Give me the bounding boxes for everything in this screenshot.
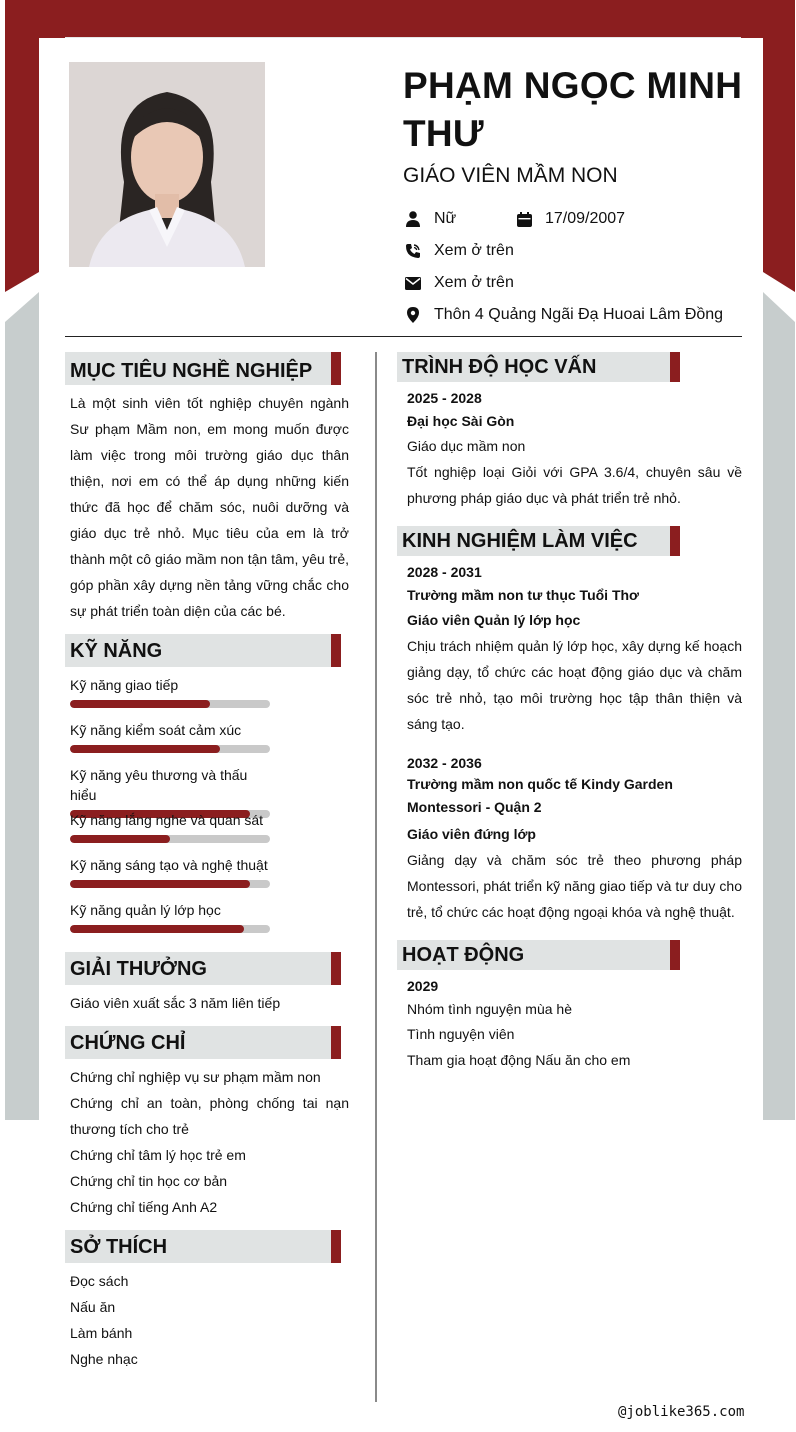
awards-title: GIẢI THƯỞNG	[70, 958, 207, 980]
skill-label: Kỹ năng sáng tạo và nghệ thuật	[70, 857, 268, 873]
activity-period: 2029	[407, 978, 439, 994]
heading-accent	[331, 952, 341, 985]
skill-bar-fill	[70, 700, 210, 708]
certificates-heading	[65, 1026, 341, 1059]
gender-row	[403, 209, 456, 229]
skill-label: Kỹ năng kiểm soát cảm xúc	[70, 722, 242, 738]
experience-period: 2032 - 2036	[407, 755, 482, 771]
phone-value: Xem ở trên	[434, 242, 514, 259]
skill-label: Kỹ năng quản lý lớp học	[70, 902, 221, 918]
portrait-image	[69, 62, 265, 267]
skill-bar	[70, 700, 270, 708]
heading-accent	[331, 634, 341, 667]
address-row	[403, 305, 723, 325]
skill-bar-fill	[70, 880, 250, 888]
skill-bar	[70, 745, 270, 753]
experience-role: Giáo viên Quản lý lớp học	[407, 612, 581, 628]
calendar-icon	[514, 209, 534, 229]
hobbies-heading	[65, 1230, 341, 1263]
gender-value: Nữ	[434, 210, 457, 227]
hobby-item: Làm bánh	[70, 1325, 133, 1341]
heading-accent	[331, 1026, 341, 1059]
skills-heading	[65, 634, 341, 667]
hobby-item: Nghe nhạc	[70, 1351, 138, 1367]
activity-role: Tình nguyện viên	[407, 1026, 515, 1042]
column-divider	[375, 352, 377, 1402]
education-period: 2025 - 2028	[407, 390, 482, 406]
certificate-item: Chứng chỉ tin học cơ bản	[70, 1173, 228, 1189]
skill-item	[70, 900, 270, 933]
experience-desc: Giảng dạy và chăm sóc trẻ theo phương pháp Montessori, phát triển kỹ năng giao tiếp và tư duy cho trẻ, tổ chức các hoạt động ngoại khóa và nghệ thuật.	[407, 852, 742, 920]
phone-row	[403, 241, 514, 261]
skill-bar-fill	[70, 925, 244, 933]
skill-item	[70, 855, 270, 888]
email-value: Xem ở trên	[434, 274, 514, 291]
hobbies-title: SỞ THÍCH	[70, 1236, 168, 1258]
hobby-item: Nấu ăn	[70, 1299, 116, 1315]
awards-heading	[65, 952, 341, 985]
certificate-item: Chứng chỉ nghiệp vụ sư phạm mầm non	[70, 1069, 321, 1085]
activities-title: HOẠT ĐỘNG	[402, 944, 525, 966]
activities-heading	[397, 940, 680, 970]
certificate-item: Chứng chỉ tiếng Anh A2	[70, 1199, 218, 1215]
education-title: TRÌNH ĐỘ HỌC VẤN	[402, 356, 597, 378]
education-school: Đại học Sài Gòn	[407, 413, 515, 429]
certificates-title: CHỨNG CHỈ	[70, 1032, 186, 1054]
skill-bar-fill	[70, 745, 220, 753]
experience-role: Giáo viên đứng lớp	[407, 826, 536, 842]
heading-accent	[670, 526, 680, 556]
skill-label: Kỹ năng giao tiếp	[70, 677, 179, 693]
hobby-item: Đọc sách	[70, 1273, 129, 1289]
skill-item	[70, 720, 270, 753]
skill-bar	[70, 880, 270, 888]
job-title: GIÁO VIÊN MẦM NON	[403, 164, 618, 187]
envelope-icon	[403, 273, 423, 293]
address-value: Thôn 4 Quảng Ngãi Đạ Huoai Lâm Đồng	[434, 306, 724, 323]
watermark: @joblike365.com	[618, 1404, 745, 1420]
certificate-item: Chứng chỉ tâm lý học trẻ em	[70, 1147, 246, 1163]
heading-accent	[670, 940, 680, 970]
header-divider	[65, 336, 742, 337]
skill-label: Kỹ năng lắng nghe và quan sát	[70, 812, 264, 828]
skill-item	[70, 810, 270, 843]
heading-accent	[331, 352, 341, 385]
experience-company: Trường mầm non quốc tế Kindy Garden Montessori - Quận 2	[407, 776, 673, 815]
email-row	[403, 273, 514, 293]
skill-bar	[70, 925, 270, 933]
heading-accent	[331, 1230, 341, 1263]
activity-desc: Tham gia hoạt động Nấu ăn cho em	[407, 1052, 631, 1068]
location-pin-icon	[403, 305, 423, 325]
top-rule	[65, 37, 741, 38]
skill-item	[70, 675, 270, 708]
education-desc: Tốt nghiệp loại Giỏi với GPA 3.6/4, chuyên sâu về phương pháp giáo dục và phát triển trẻ nhỏ.	[407, 464, 742, 506]
heading-accent	[670, 352, 680, 382]
user-icon	[403, 209, 423, 229]
skills-title: KỸ NĂNG	[70, 640, 163, 662]
candidate-name: PHẠM NGỌC MINH THƯ	[403, 65, 743, 154]
experience-desc: Chịu trách nhiệm quản lý lớp học, xây dựng kế hoạch giảng dạy, tổ chức các hoạt động giáo dục và chăm sóc trẻ nhỏ, tạo môi trường học tập thân thiện và sáng tạo.	[407, 638, 742, 732]
education-heading	[397, 352, 680, 382]
objective-heading	[65, 352, 341, 385]
certificate-item: Chứng chỉ an toàn, phòng chống tai nạn thương tích cho trẻ	[70, 1095, 349, 1137]
experience-title: KINH NGHIỆM LÀM VIỆC	[402, 530, 638, 552]
skill-bar-fill	[70, 835, 170, 843]
experience-period: 2028 - 2031	[407, 564, 482, 580]
profile-photo	[69, 62, 265, 267]
phone-icon	[403, 241, 423, 261]
award-item: Giáo viên xuất sắc 3 năm liên tiếp	[70, 995, 281, 1011]
objective-text: Là một sinh viên tốt nghiệp chuyên ngành Sư phạm Mầm non, em mong muốn được làm việc trong môi trường giáo dục thân thiện, nơi em có thể áp dụng những kiến thức đã học để chăm sóc, nuôi dưỡng và giáo dục trẻ nhỏ. Mục tiêu của em là trở thành một cô giáo mầm non tận tâm, yêu trẻ, góp phần xây dựng nền tảng vững chắc cho sự phát triển toàn diện của các bé.	[70, 395, 349, 619]
activity-org: Nhóm tình nguyện mùa hè	[407, 1001, 572, 1017]
objective-title: MỤC TIÊU NGHỀ NGHIỆP	[70, 360, 313, 382]
birthdate-value: 17/09/2007	[545, 210, 626, 227]
experience-company: Trường mầm non tư thục Tuổi Thơ	[407, 587, 640, 603]
birthdate-row	[514, 209, 625, 229]
skill-label: Kỹ năng yêu thương và thấu hiểu	[70, 767, 248, 803]
experience-heading	[397, 526, 680, 556]
education-major: Giáo dục mầm non	[407, 438, 526, 454]
skill-bar	[70, 835, 270, 843]
